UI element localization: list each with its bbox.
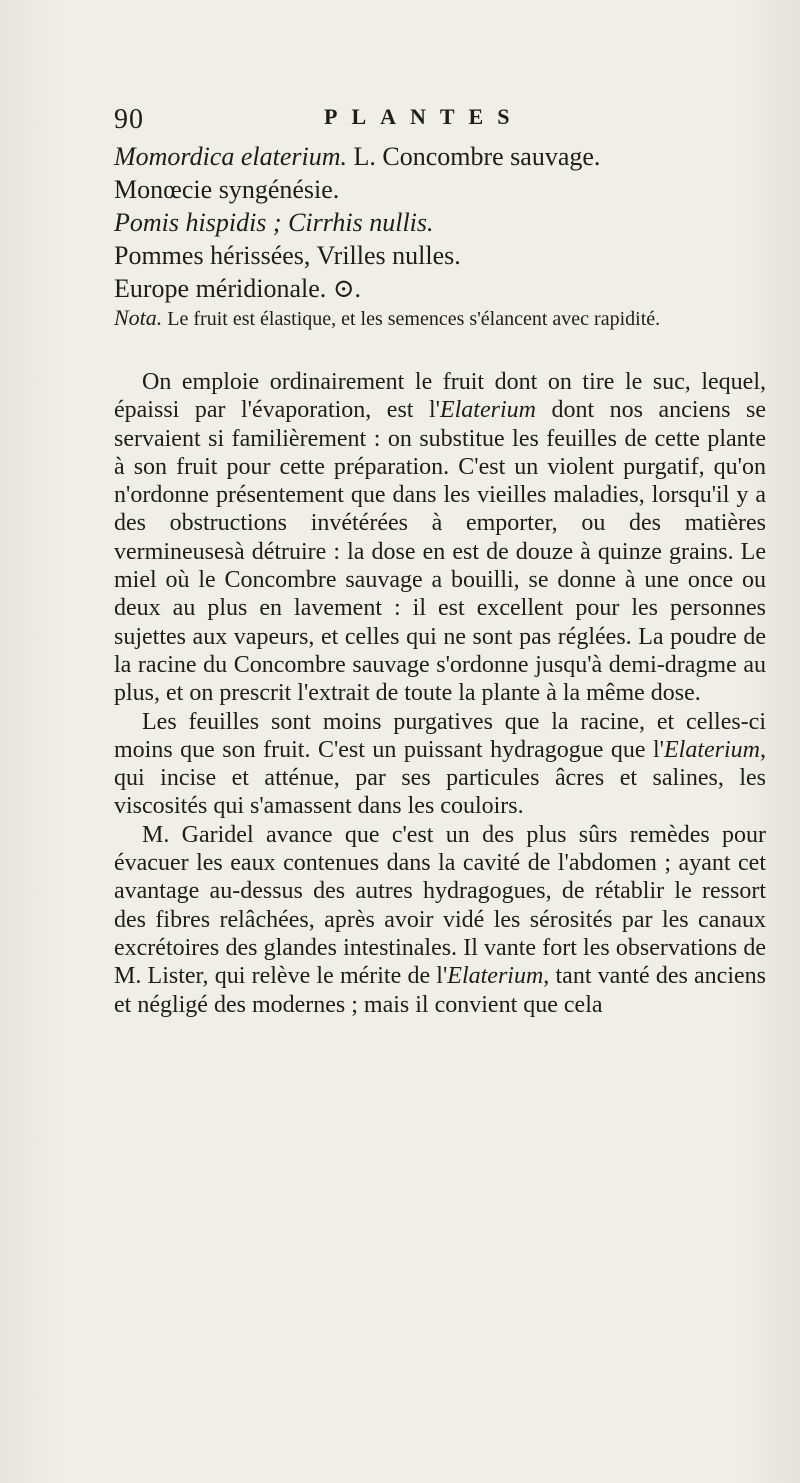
paragraph-2-text-b: , qui incise et atténue, par ses particules âcres et salines, les viscosités qui s'amassent dans les couloirs. [114,736,766,820]
common-name: L. Concombre sauvage. [347,142,601,171]
french-description: Pommes hérissées, Vrilles nulles. [114,241,461,270]
page-header [114,104,720,140]
paragraph-2-text-a: Les feuilles sont moins purgatives que la racine, et celles-ci moins que son fruit. C'est un puissant hydragogue que l' [114,708,766,763]
species-entry [114,140,774,305]
paragraph-1-text-a: On emploie ordinairement le fruit dont on tire le suc, lequel, épaissi par l'évaporation, est l' [114,369,766,424]
paragraph-3-italic: Elaterium [447,963,544,990]
paragraph-3-text-a: M. Garidel avance que c'est un des plus sûrs remèdes pour évacuer les eaux contenues dans la cavité de l'abdomen ; ayant cet avantage au-dessus des autres hydragogues, de rétablir le ressort des fibres relâchées, après avoir vidé les sérosités par les canaux excrétoires des glandes intestinales. Il vante fort les observations de M. Lister, qui relève le mérite de l' [114,821,766,990]
paragraph-2-italic: Elaterium [664,736,760,763]
latin-name: Momordica elaterium. [114,142,347,171]
paragraph-1 [114,368,766,708]
nota-label: Nota. [114,305,163,330]
habitat: Europe méridionale. ⊙. [114,274,362,303]
paragraph-1-text-b: dont nos anciens se servaient si familièrement : on substitue les feuilles de cette plante à son fruit pour cette préparation. C'est un violent purgatif, qu'on n'ordonne présentement que dans les vieilles maladies, lorsqu'il y a des obstructions invétérées à emporter, ou des matières vermineusesà détruire : la dose en est de douze à quinze grains. Le miel où le Concombre sauvage a bouilli, se donne à une once ou deux au plus en lavement : il est excellent pour les personnes sujettes aux vapeurs, et celles qui ne sont pas réglées. La poudre de la racine du Concombre sauvage s'ordonne jusqu'à demi-dragme au plus, et on prescrit l'extrait de toute la plante à la même dose. [114,397,766,707]
nota-text: Le fruit est élastique, et les semences s'élancent avec rapidité. [162,308,661,330]
paragraph-3-text-b: , tant vanté des anciens et négligé des modernes ; mais il convient que cela [114,963,766,1018]
nota-note [114,304,774,333]
paragraph-3 [114,821,766,1019]
running-head: PLANTES [324,104,524,129]
paragraph-2 [114,708,766,821]
page-number: 90 [114,104,144,135]
latin-description: Pomis hispidis ; Cirrhis nullis. [114,208,434,237]
body-text [114,368,766,1019]
classification: Monœcie syngénésie. [114,175,340,204]
paragraph-1-italic: Elaterium [439,397,536,424]
species-name-line [114,140,774,173]
